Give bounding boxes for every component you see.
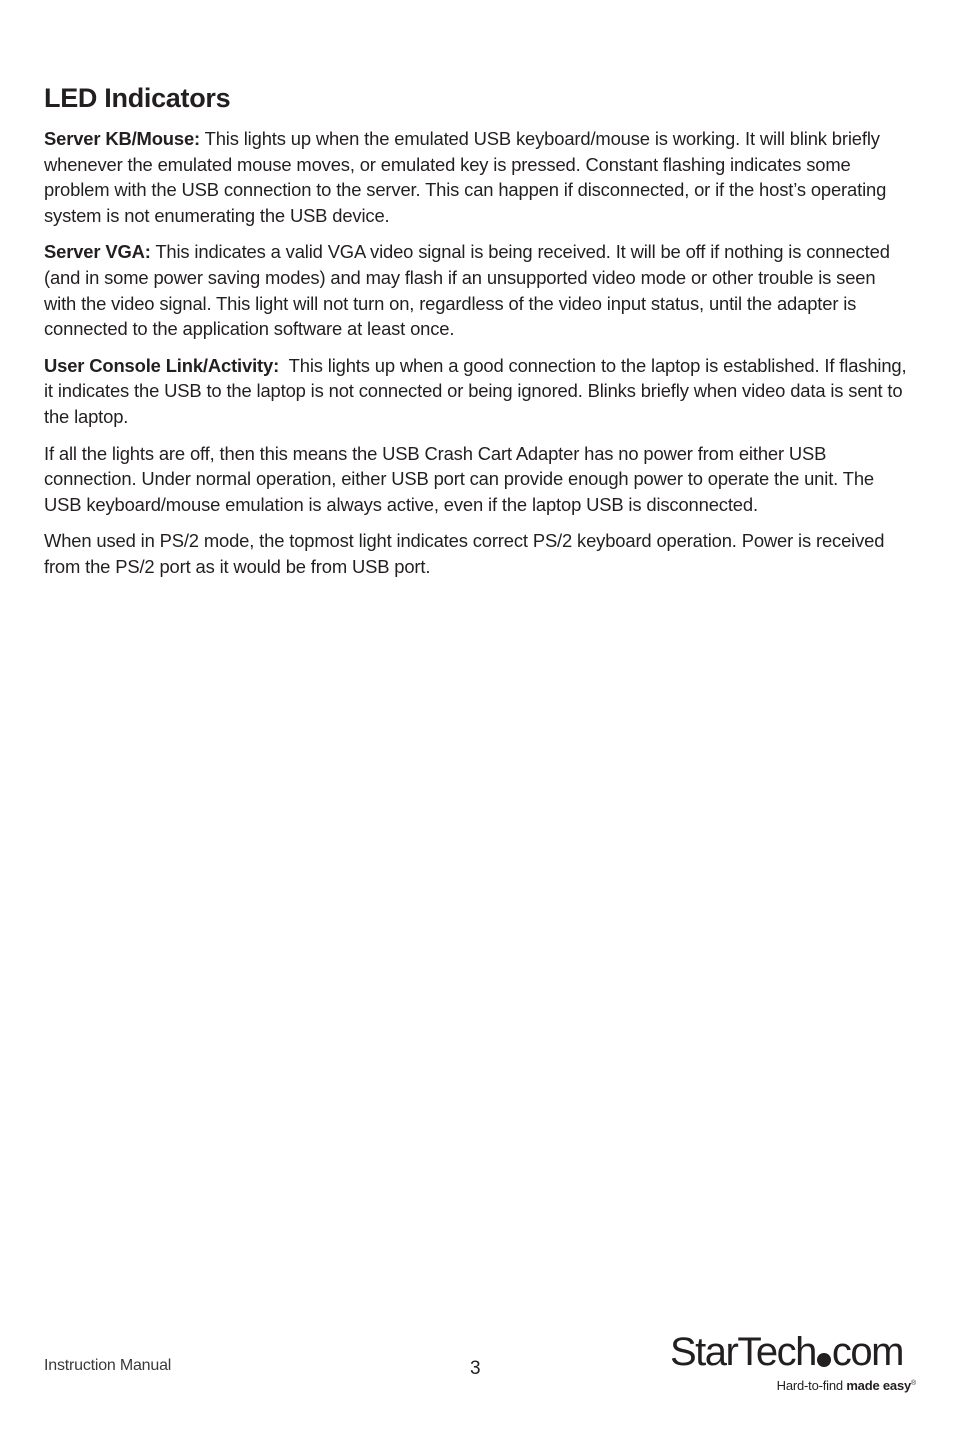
logo-brand-left: StarTech [670,1330,816,1374]
page-content [44,80,912,591]
paragraph-text: This indicates a valid VGA video signal is being received. It will be off if nothing is connected (and in some power saving modes) and may flash if an unsupported video mode or other trouble is seen with the video signal. This light will not turn on, regardless of the video input status, until the adapter is connected to the application software at least once. [44,241,890,340]
paragraph-label: Server VGA: [44,241,151,263]
footer-label: Instruction Manual [44,1357,172,1374]
tagline-bold: made easy [846,1378,912,1393]
paragraph-text: If all the lights are off, then this means the USB Crash Cart Adapter has no power from either USB connection. Under normal operation, either USB port can provide enough power to operate the unit. The USB keyboard/mouse emulation is always active, even if the laptop USB is disconnected. [44,442,874,515]
paragraph-server-kb-mouse [44,126,912,228]
startech-logo [670,1328,920,1400]
tagline-light: Hard-to-find [776,1378,847,1393]
page-number: 3 [470,1358,481,1379]
paragraph-text: When used in PS/2 mode, the topmost light indicates correct PS/2 keyboard operation. Power is received from the PS/2 port as it would be from USB port. [44,530,885,577]
paragraph-user-console-link [44,353,912,430]
logo-wordmark [670,1328,903,1376]
registered-mark: ® [911,1380,916,1387]
paragraph-text: This lights up when a good connection to the laptop is established. If flashing, it indicates the USB to the laptop is not connected or being ignored. Blinks briefly when video data is sent to the laptop. [44,354,912,427]
section-heading: LED Indicators [44,83,231,113]
logo-tagline [777,1378,916,1393]
paragraph-server-vga [44,239,912,341]
paragraph-text: This lights up when the emulated USB keyboard/mouse is working. It will blink briefly whenever the emulated mouse moves, or emulated key is pressed. Constant flashing indicates some problem with the USB connection to the server. This can happen if disconnected, or if the host’s operating system is not enumerating the USB device. [44,128,887,226]
paragraph-lights-off [44,441,912,518]
logo-dot-icon [817,1353,831,1367]
paragraph-label: User Console Link/Activity: [44,354,280,376]
paragraph-label: Server KB/Mouse: [44,128,201,149]
logo-brand-right: com [831,1330,903,1374]
paragraph-ps2-mode [44,528,912,579]
